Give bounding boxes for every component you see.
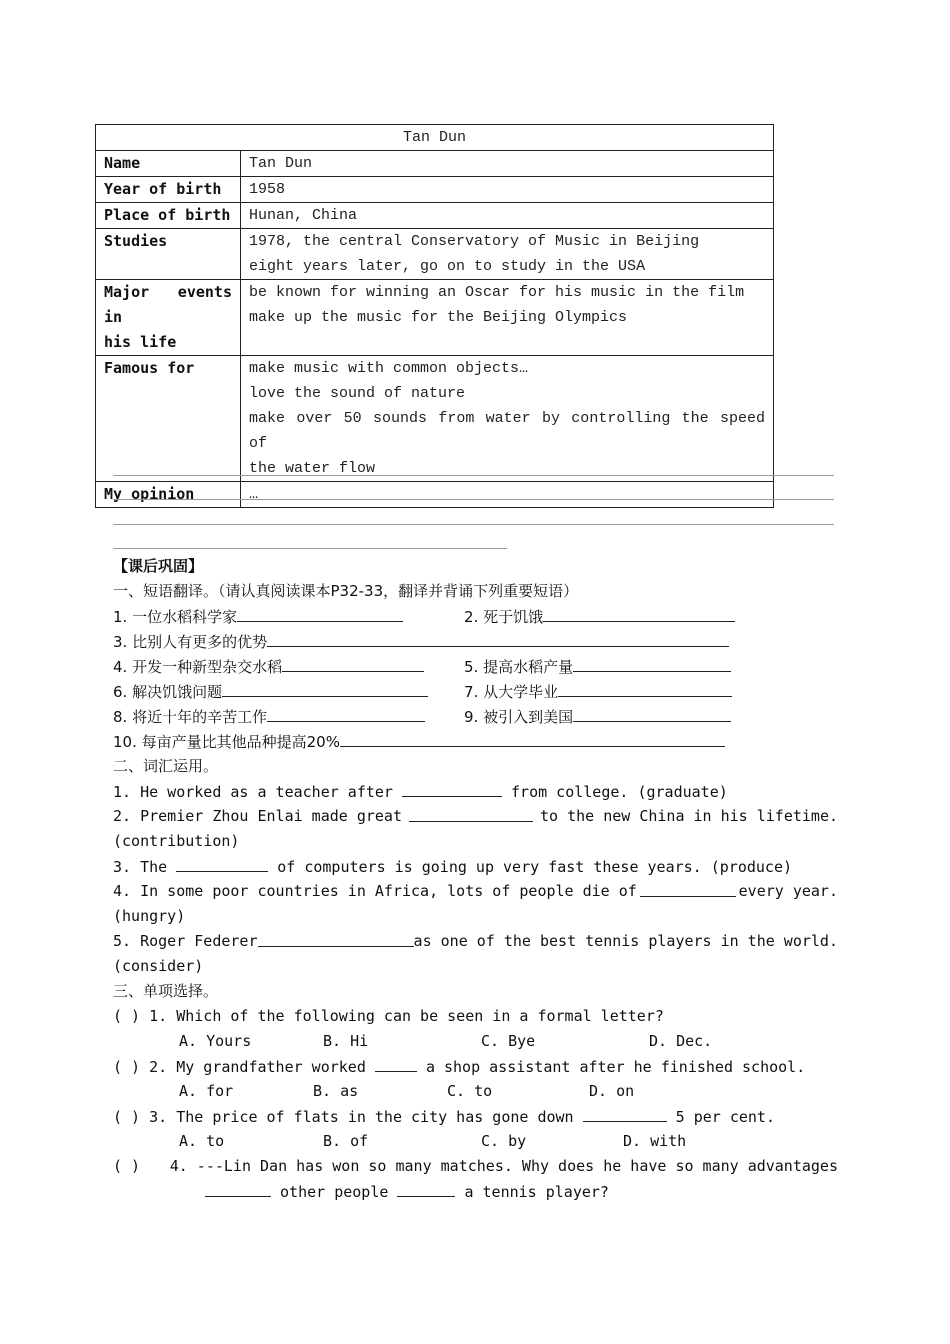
translation-row: 8. 将近十年的辛苦工作 9. 被引入到美国 [113, 704, 838, 729]
vocab-hint: (hungry) [113, 907, 186, 925]
translation-row: 10. 每亩产量比其他品种提高20% [113, 729, 838, 754]
exercise-body [113, 554, 838, 1204]
answer-blank[interactable] [340, 729, 725, 747]
vocab-hint: (consider) [113, 957, 204, 975]
answer-blank[interactable] [237, 604, 403, 622]
answer-blank[interactable] [205, 1179, 271, 1197]
row-value: be known for winning an Oscar for his music in the film make up the music for the Beijing Olympics [241, 280, 774, 356]
table-title-row [96, 125, 774, 151]
vocab-question: 2. Premier Zhou Enlai made great to the new China in his lifetime. [113, 804, 838, 829]
mcq-options [113, 1129, 838, 1154]
answer-paren[interactable]: ( ) [113, 1157, 141, 1175]
mcq-question: ( ) 4. ---Lin Dan has won so many matches. Why does he have so many advantages [113, 1154, 838, 1179]
answer-blank[interactable] [267, 704, 425, 722]
part2-heading: 二、词汇运用。 [113, 757, 219, 775]
answer-blank[interactable] [222, 679, 428, 697]
option[interactable]: A. Yours [179, 1032, 252, 1050]
answer-blank[interactable] [258, 929, 414, 947]
row-label: Major events in his life [96, 280, 241, 356]
translation-row: 6. 解决饥饿问题 7. 从大学毕业 [113, 679, 838, 704]
vocab-question: 5. Roger Federer as one of the best tennis players in the world. [113, 929, 838, 954]
table-row [96, 229, 774, 280]
option[interactable]: A. to [179, 1132, 225, 1150]
answer-blank[interactable] [640, 879, 736, 897]
row-label: My opinion [96, 482, 241, 508]
row-label: Year of birth [96, 177, 241, 203]
writing-line[interactable] [113, 524, 834, 525]
answer-paren[interactable]: ( ) [113, 1058, 141, 1076]
row-value: make music with common objects… love the sound of nature make over 50 sounds from water by controlling the speed of the water flow [241, 356, 774, 482]
option[interactable]: D. Dec. [649, 1032, 713, 1050]
option[interactable]: C. to [447, 1082, 493, 1100]
answer-blank[interactable] [267, 629, 729, 647]
vocab-hint: (contribution) [113, 832, 240, 850]
answer-paren[interactable]: ( ) [113, 1007, 141, 1025]
answer-blank[interactable] [573, 654, 731, 672]
mcq-options [113, 1029, 838, 1054]
writing-line[interactable] [113, 499, 834, 500]
row-value: Tan Dun [241, 151, 774, 177]
option[interactable]: D. with [623, 1132, 687, 1150]
option[interactable]: C. Bye [481, 1032, 536, 1050]
answer-blank[interactable] [558, 679, 732, 697]
mcq-question: ( ) 3. The price of flats in the city has gone down 5 per cent. [113, 1104, 838, 1129]
row-label: Studies [96, 229, 241, 280]
part1-heading: 一、短语翻译。（请认真阅读课本P32-33，翻译并背诵下列重要短语） [113, 582, 579, 600]
option[interactable]: B. as [313, 1082, 359, 1100]
answer-blank[interactable] [543, 604, 735, 622]
table-row [96, 280, 774, 356]
answer-blank[interactable] [583, 1104, 667, 1122]
part3-heading: 三、单项选择。 [113, 982, 219, 1000]
row-value: 1978, the central Conservatory of Music in Beijing eight years later, go on to study in the USA [241, 229, 774, 280]
option[interactable]: C. by [481, 1132, 527, 1150]
mcq-question: ( ) 2. My grandfather worked a shop assistant after he finished school. [113, 1054, 838, 1079]
option[interactable]: A. for [179, 1082, 234, 1100]
answer-blank[interactable] [409, 804, 533, 822]
vocab-question: 3. The of computers is going up very fast these years. (produce) [113, 854, 838, 879]
option[interactable]: B. of [323, 1132, 369, 1150]
table-row [96, 151, 774, 177]
option[interactable]: D. on [589, 1082, 635, 1100]
answer-blank[interactable] [573, 704, 731, 722]
section-title: 【课后巩固】 [113, 557, 204, 575]
mcq-options [113, 1079, 838, 1104]
row-label: Place of birth [96, 203, 241, 229]
vocab-question: 1. He worked as a teacher after from college. (graduate) [113, 779, 838, 804]
answer-blank[interactable] [375, 1054, 417, 1072]
row-label: Name [96, 151, 241, 177]
answer-blank[interactable] [402, 779, 502, 797]
writing-line[interactable] [113, 548, 507, 549]
translation-row: 3. 比别人有更多的优势 [113, 629, 838, 654]
mcq-question: ( ) 1. Which of the following can be seen in a formal letter? [113, 1007, 664, 1025]
table-row [96, 356, 774, 482]
translation-row: 1. 一位水稻科学家 2. 死于饥饿 [113, 604, 838, 629]
table-row [96, 203, 774, 229]
mcq-question-cont: other people a tennis player? [113, 1179, 838, 1204]
row-value: Hunan, China [241, 203, 774, 229]
tan-dun-table [95, 124, 774, 508]
answer-paren[interactable]: ( ) [113, 1108, 141, 1126]
row-value: 1958 [241, 177, 774, 203]
table-title: Tan Dun [96, 125, 774, 151]
table-row [96, 482, 774, 508]
writing-line[interactable] [113, 475, 834, 476]
vocab-question: 4. In some poor countries in Africa, lots of people die of every year. [113, 879, 838, 904]
table-row [96, 177, 774, 203]
option[interactable]: B. Hi [323, 1032, 369, 1050]
row-value: … [241, 482, 774, 508]
row-label: Famous for [96, 356, 241, 482]
answer-blank[interactable] [176, 854, 268, 872]
answer-blank[interactable] [397, 1179, 455, 1197]
translation-row: 4. 开发一种新型杂交水稻 5. 提高水稻产量 [113, 654, 838, 679]
answer-blank[interactable] [282, 654, 424, 672]
